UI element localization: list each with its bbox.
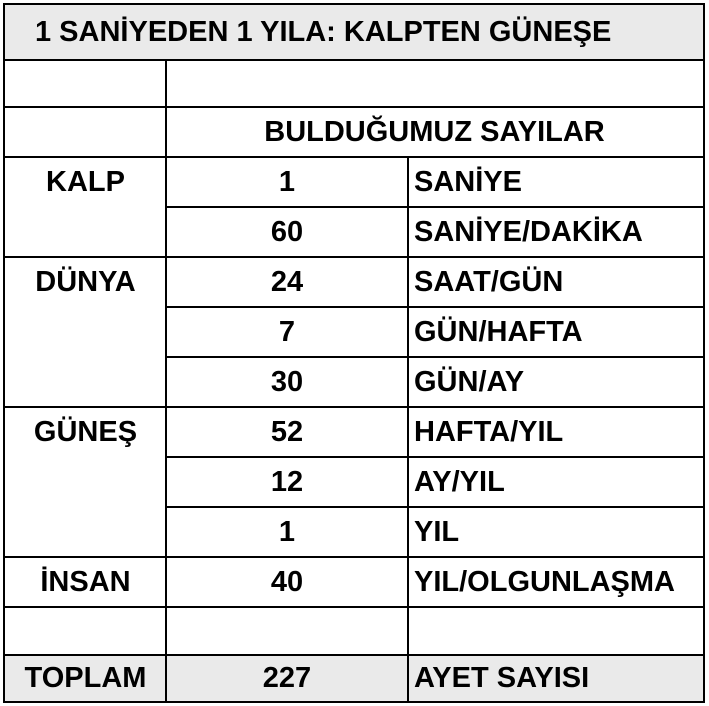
- total-unit: AYET SAYISI: [414, 662, 590, 694]
- row-value: 24: [270, 265, 304, 298]
- row-unit: AY/YIL: [414, 465, 505, 498]
- total-value: 227: [262, 662, 312, 694]
- grid-line: [5, 606, 703, 608]
- group-label-dunya: DÜNYA: [35, 265, 136, 298]
- row-unit: GÜN/AY: [414, 365, 525, 398]
- row-value: 52: [270, 415, 304, 448]
- row-unit: HAFTA/YIL: [414, 415, 564, 448]
- table-title: 1 SANİYEDEN 1 YILA: KALPTEN GÜNEŞE: [5, 5, 703, 61]
- row-unit: SANİYE: [414, 165, 522, 198]
- row-unit: SANİYE/DAKİKA: [414, 215, 643, 248]
- group-label-insan: İNSAN: [40, 565, 131, 598]
- row-unit: YIL/OLGUNLAŞMA: [414, 565, 675, 598]
- row-value: 1: [278, 165, 296, 198]
- row-value: 30: [270, 365, 304, 398]
- row-value: 12: [270, 465, 304, 498]
- group-label-gunes: GÜNEŞ: [33, 415, 138, 448]
- row-value: 60: [270, 215, 304, 248]
- row-value: 7: [278, 315, 296, 348]
- column-header: BULDUĞUMUZ SAYILAR: [264, 115, 605, 148]
- data-table: [3, 3, 705, 703]
- total-label: TOPLAM: [24, 662, 147, 694]
- row-unit: YIL: [414, 515, 460, 548]
- row-unit: GÜN/HAFTA: [414, 315, 583, 348]
- row-value: 1: [278, 515, 296, 548]
- row-unit: SAAT/GÜN: [414, 265, 564, 298]
- group-label-kalp: KALP: [46, 165, 125, 198]
- row-value: 40: [270, 565, 304, 598]
